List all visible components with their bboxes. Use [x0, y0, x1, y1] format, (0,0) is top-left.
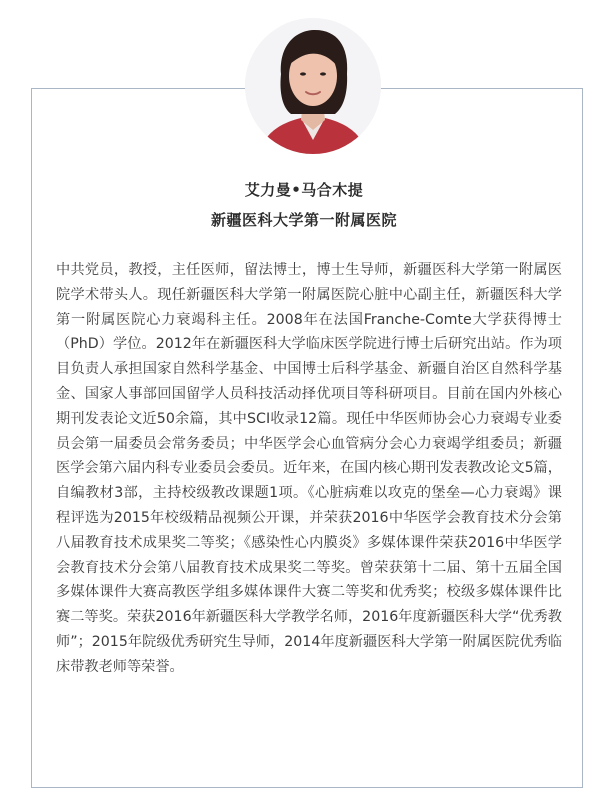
person-name: 艾力曼•马合木提	[244, 181, 364, 199]
biography-text: 中共党员，教授，主任医师，留法博士，博士生导师，新疆医科大学第一附属医院学术带头人。现任新疆医科大学第一附属医院心脏中心副主任，新疆医科大学第一附属医院心力衰竭科主任。2008年在法国Franche-Comte大学获得博士（PhD）学位。2012年在新疆医科大学临床医学院进行博士后研究出站。作为项目负责人承担国家自然科学基金、中国博士后科学基金、新疆自治区自然科学基金、国家人事部回国留学人员科技活动择优项目等科研项目。目前在国内外核心期刊发表论文近50余篇，其中SCI收录12篇。现任中华医师协会心力衰竭专业委员会第一届委员会常务委员；中华医学会心血管病分会心力衰竭学组委员；新疆医学会第六届内科专业委员会委员。近年来，在国内核心期刊发表教改论文5篇，自编教材3部，主持校级教改课题1项。《心脏病难以攻克的堡垒—心力衰竭》课程评选为2015年校级精品视频公开课，并荣获2016中华医学会教育技术分会第八届教育技术成果奖二等奖；《感染性心内膜炎》多媒体课件荣获2016中华医学会教育技术分会第八届教育技术成果奖二等奖。曾荣获第十二届、第十五届全国多媒体课件大赛高教医学组多媒体课件大赛二等奖和优秀奖；校级多媒体课件比赛二等奖。荣获2016年新疆医科大学教学名师，2016年度新疆医科大学“优秀教师”；2015年院级优秀研究生导师，2014年度新疆医科大学第一附属医院优秀临床带教老师等荣誉。	[56, 262, 562, 675]
profile-photo	[245, 18, 381, 154]
person-affiliation: 新疆医科大学第一附属医院	[210, 211, 397, 229]
portrait-image	[245, 18, 381, 154]
